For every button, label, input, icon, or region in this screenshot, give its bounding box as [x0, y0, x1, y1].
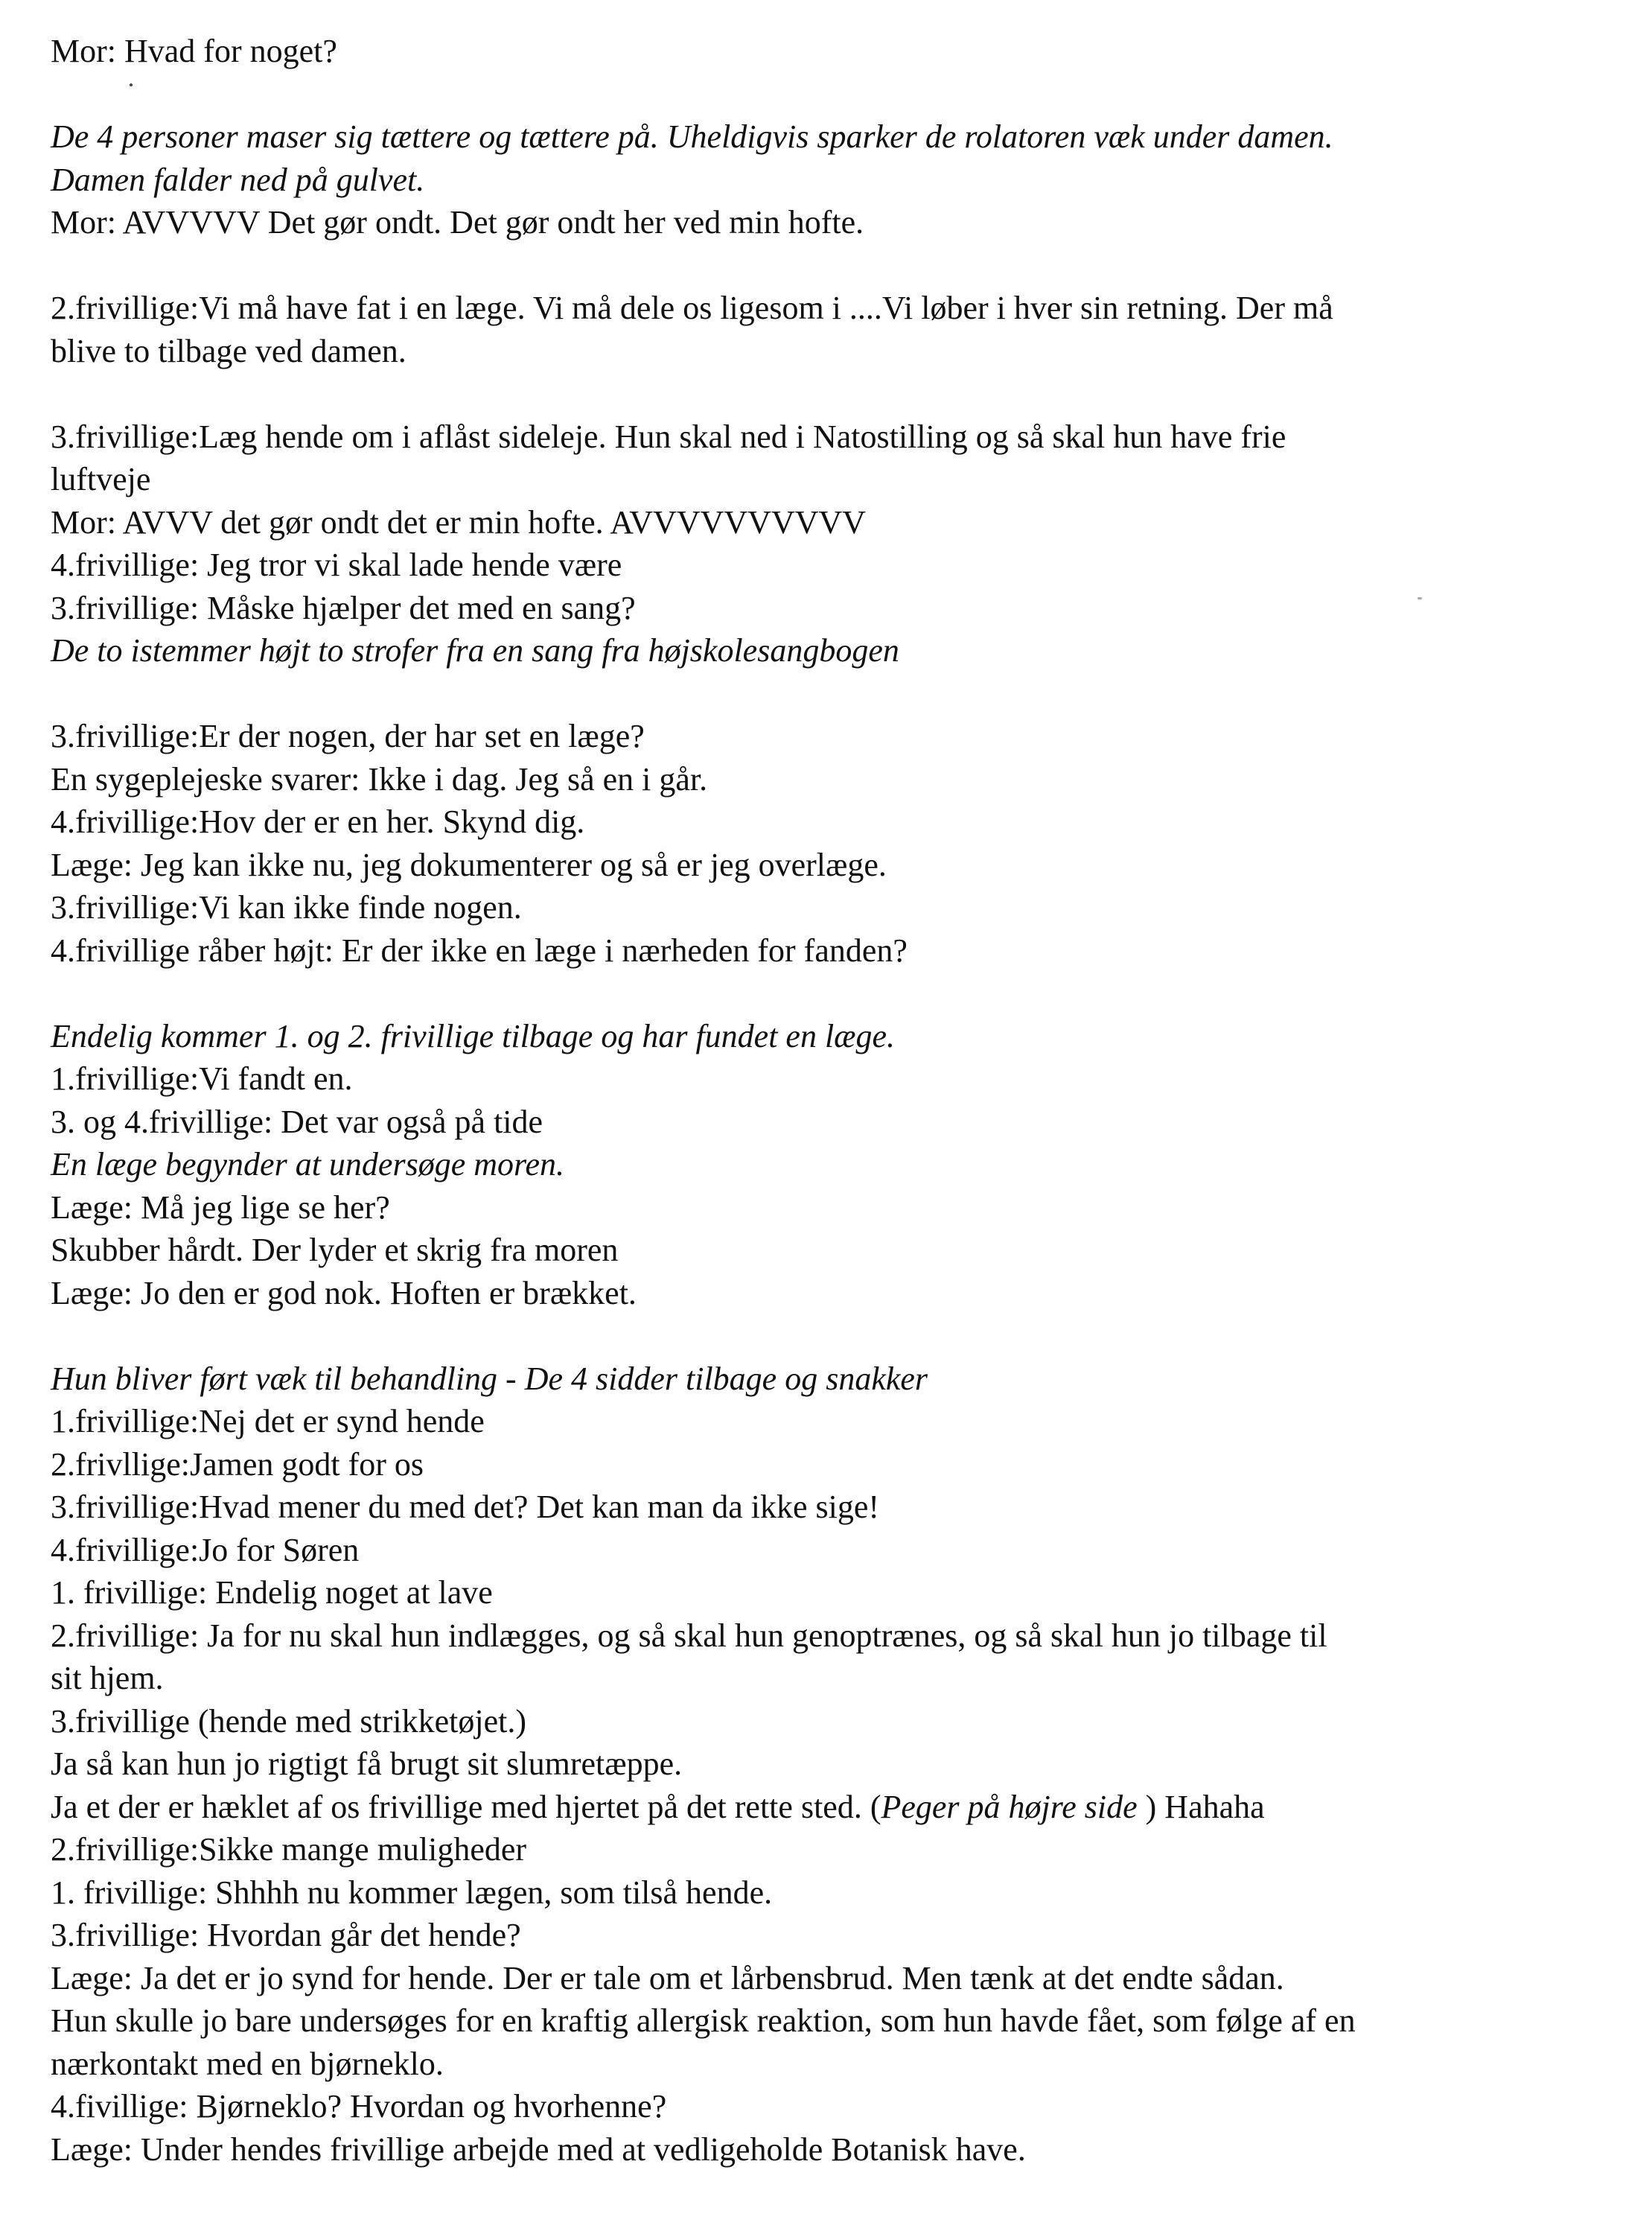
dialogue-line: 2.frivillige:Sikke mange muligheder — [51, 1831, 527, 1868]
stage-direction: De to istemmer højt to strofer fra en sang fra højskolesangbogen — [51, 632, 899, 669]
dialogue-line — [51, 1786, 1614, 1829]
stage-direction: De 4 personer maser sig tættere og tættere på. Uheldigvis sparker de rolatoren væk under damen. — [51, 118, 1333, 155]
dialogue-line: 2.frivillige: Ja for nu skal hun indlægges, og så skal hun genoptrænes, og så skal hun jo tilbage til — [51, 1617, 1327, 1654]
blank-line — [51, 672, 1614, 716]
dialogue-line: 3.frivillige:Er der nogen, der har set en læge? — [51, 718, 645, 754]
dialogue-line: 1.frivillige:Nej det er synd hende — [51, 1403, 485, 1439]
dialogue-line: Læge: Under hendes frivillige arbejde med at vedligeholde Botanisk have. — [51, 2130, 1026, 2168]
line-segment: Ja et der er hæklet af os frivillige med hjertet på det rette sted. ( — [51, 1788, 881, 1825]
dialogue-line: Læge: Jo den er god nok. Hoften er brækket. — [51, 1274, 637, 1311]
dialogue-line: 1. frivillige: Endelig noget at lave — [51, 1574, 493, 1611]
stage-direction: Endelig kommer 1. og 2. frivillige tilbage og har fundet en læge. — [51, 1017, 896, 1054]
dialogue-line: nærkontakt med en bjørneklo. — [51, 2045, 444, 2082]
blank-line — [51, 244, 1614, 287]
scan-speck — [1417, 597, 1422, 599]
stage-direction: Damen falder ned på gulvet. — [51, 161, 425, 198]
dialogue-line: Ja så kan hun jo rigtigt få brugt sit slumretæppe. — [51, 1745, 683, 1782]
stage-direction: En læge begynder at undersøge moren. — [51, 1146, 565, 1183]
blank-line — [51, 73, 1614, 116]
dialogue-line: Mor: Hvad for noget? — [51, 33, 337, 69]
dialogue-line: 3. og 4.frivillige: Det var også på tide — [51, 1103, 543, 1140]
document-page — [51, 30, 1614, 2171]
blank-line — [51, 972, 1614, 1015]
blank-line — [51, 372, 1614, 416]
stage-direction: Hun bliver ført væk til behandling - De 4 sidder tilbage og snakker — [51, 1360, 928, 1397]
line-segment: ) Hahaha — [1145, 1788, 1265, 1825]
inline-stage-direction: Peger på højre side — [881, 1788, 1146, 1825]
dialogue-line: blive to tilbage ved damen. — [51, 332, 406, 369]
dialogue-line: 4.fivillige: Bjørneklo? Hvordan og hvorhenne? — [51, 2088, 667, 2125]
dialogue-line: Mor: AVVV det gør ondt det er min hofte. AVVVVVVVVVV — [51, 503, 867, 541]
dialogue-line: 4.frivillige: Jeg tror vi skal lade hende være — [51, 547, 622, 583]
scan-speck — [130, 83, 133, 86]
dialogue-line: 4.frivillige råber højt: Er der ikke en læge i nærheden for fanden? — [51, 932, 908, 969]
dialogue-line: 2.frivllige:Jamen godt for os — [51, 1445, 424, 1483]
dialogue-line: 3.frivillige (hende med strikketøjet.) — [51, 1702, 527, 1740]
dialogue-line: 3.frivillige:Hvad mener du med det? Det kan man da ikke sige! — [51, 1489, 880, 1525]
dialogue-line: Skubber hårdt. Der lyder et skrig fra moren — [51, 1232, 619, 1268]
dialogue-line: 3.frivillige:Vi kan ikke finde nogen. — [51, 889, 522, 926]
dialogue-line: Mor: AVVVVV Det gør ondt. Det gør ondt her ved min hofte. — [51, 204, 864, 241]
dialogue-line: 1. frivillige: Shhhh nu kommer lægen, som tilså hende. — [51, 1874, 773, 1911]
dialogue-line: luftveje — [51, 461, 151, 497]
blank-line — [51, 1314, 1614, 1358]
dialogue-line: Læge: Må jeg lige se her? — [51, 1188, 390, 1226]
dialogue-line: 1.frivillige:Vi fandt en. — [51, 1060, 353, 1097]
dialogue-line: sit hjem. — [51, 1660, 164, 1696]
dialogue-line: En sygeplejeske svarer: Ikke i dag. Jeg så en i går. — [51, 760, 708, 798]
dialogue-line: 2.frivillige:Vi må have fat i en læge. Vi må dele os ligesom i ....Vi løber i hver sin retning. Der må — [51, 290, 1333, 326]
dialogue-line: Hun skulle jo bare undersøges for en kraftig allergisk reaktion, som hun havde fået, som følge af en — [51, 2002, 1356, 2039]
dialogue-line: 4.frivillige:Hov der er en her. Skynd dig. — [51, 803, 585, 840]
dialogue-line: 4.frivillige:Jo for Søren — [51, 1531, 360, 1568]
dialogue-line: Læge: Ja det er jo synd for hende. Der er tale om et lårbensbrud. Men tænk at det endte sådan. — [51, 1959, 1284, 1996]
dialogue-line: 3.frivillige: Hvordan går det hende? — [51, 1917, 521, 1953]
dialogue-line: 3.frivillige: Måske hjælper det med en sang? — [51, 589, 636, 626]
dialogue-line: 3.frivillige:Læg hende om i aflåst sideleje. Hun skal ned i Natostilling og så skal hun have frie — [51, 418, 1286, 455]
dialogue-line: Læge: Jeg kan ikke nu, jeg dokumenterer og så er jeg overlæge. — [51, 846, 887, 883]
